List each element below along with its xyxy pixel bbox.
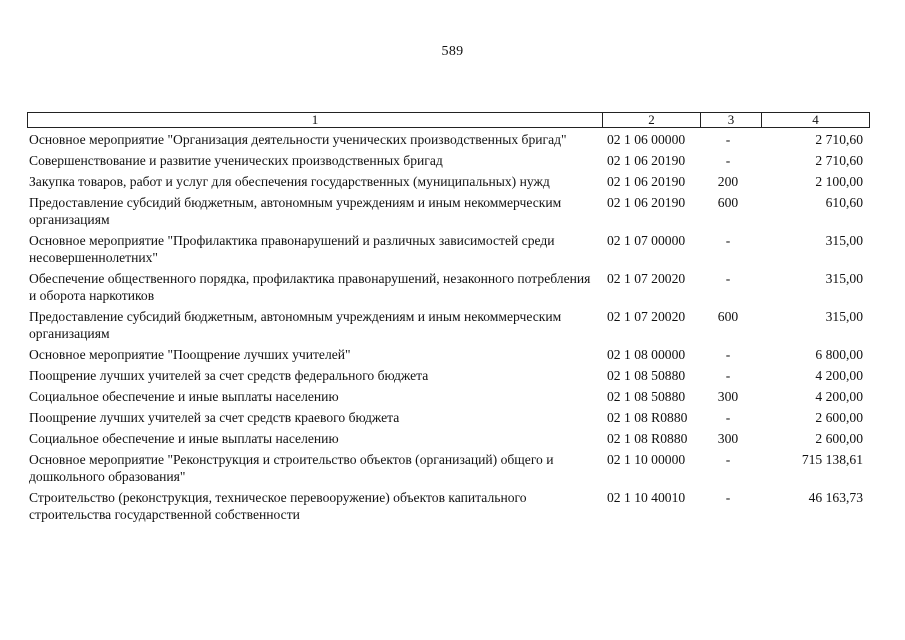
row-code: 02 1 08 50880 — [607, 368, 686, 383]
table-row — [27, 152, 865, 173]
row-code: 02 1 08 50880 — [607, 389, 686, 404]
row-name: Обеспечение общественного порядка, профилактика правонарушений, незаконного потребления и оборота наркотиков — [29, 271, 591, 303]
table-row — [27, 346, 865, 367]
row-name: Поощрение лучших учителей за счет средств федерального бюджета — [29, 368, 429, 383]
row-name: Поощрение лучших учителей за счет средств краевого бюджета — [29, 410, 400, 425]
table-row — [27, 194, 865, 232]
row-expense-type: 300 — [717, 389, 739, 404]
column-header-2: 2 — [603, 113, 701, 128]
row-expense-type: 600 — [717, 309, 739, 324]
row-amount: 4 200,00 — [815, 389, 863, 404]
table-row — [27, 430, 865, 451]
row-name: Основное мероприятие "Реконструкция и строительство объектов (организаций) общего и дошкольного образования" — [29, 452, 554, 484]
row-amount: 315,00 — [825, 309, 863, 324]
page-number: 589 — [441, 44, 464, 59]
row-code: 02 1 08 R0880 — [607, 431, 688, 446]
table-row — [27, 409, 865, 430]
row-amount: 610,60 — [825, 195, 863, 210]
row-expense-type: - — [725, 153, 731, 168]
row-expense-type: - — [725, 368, 731, 383]
row-code: 02 1 07 20020 — [607, 309, 686, 324]
row-name: Предоставление субсидий бюджетным, автономным учреждениям и иным некоммерческим организациям — [29, 309, 562, 341]
row-code: 02 1 06 20190 — [607, 174, 686, 189]
budget-table — [27, 131, 865, 527]
table-row — [27, 308, 865, 346]
row-expense-type: - — [725, 410, 731, 425]
row-name: Совершенствование и развитие ученических производственных бригад — [29, 153, 443, 168]
row-amount: 4 200,00 — [815, 368, 863, 383]
row-expense-type: - — [725, 132, 731, 147]
row-code: 02 1 07 00000 — [607, 233, 686, 248]
row-amount: 715 138,61 — [801, 452, 863, 467]
row-code: 02 1 10 00000 — [607, 452, 686, 467]
row-name: Социальное обеспечение и иные выплаты населению — [29, 431, 339, 446]
row-code: 02 1 08 R0880 — [607, 410, 688, 425]
table-row — [27, 489, 865, 527]
column-header-4: 4 — [762, 113, 870, 128]
table-row — [27, 388, 865, 409]
row-amount: 315,00 — [825, 233, 863, 248]
row-code: 02 1 10 40010 — [607, 490, 686, 505]
row-amount: 2 600,00 — [815, 410, 863, 425]
row-expense-type: 200 — [717, 174, 739, 189]
row-amount: 2 100,00 — [815, 174, 863, 189]
column-header-table — [27, 112, 870, 128]
table-row — [27, 173, 865, 194]
row-expense-type: - — [725, 271, 731, 286]
row-expense-type: - — [725, 233, 731, 248]
row-expense-type: - — [725, 347, 731, 362]
table-row — [27, 451, 865, 489]
column-header-1: 1 — [28, 113, 603, 128]
row-code: 02 1 06 20190 — [607, 195, 686, 210]
row-amount: 2 600,00 — [815, 431, 863, 446]
column-header-3: 3 — [701, 113, 762, 128]
row-code: 02 1 06 20190 — [607, 153, 686, 168]
row-code: 02 1 08 00000 — [607, 347, 686, 362]
row-name: Основное мероприятие "Организация деятельности ученических производственных бригад" — [29, 132, 567, 147]
row-code: 02 1 07 20020 — [607, 271, 686, 286]
row-expense-type: 600 — [717, 195, 739, 210]
row-expense-type: - — [725, 452, 731, 467]
row-amount: 315,00 — [825, 271, 863, 286]
row-amount: 2 710,60 — [815, 132, 863, 147]
row-name: Социальное обеспечение и иные выплаты населению — [29, 389, 339, 404]
row-expense-type: 300 — [717, 431, 739, 446]
table-row — [27, 232, 865, 270]
row-name: Закупка товаров, работ и услуг для обеспечения государственных (муниципальных) нужд — [29, 174, 550, 189]
row-code: 02 1 06 00000 — [607, 132, 686, 147]
row-name: Основное мероприятие "Профилактика правонарушений и различных зависимостей среди несовершеннолетних" — [29, 233, 555, 265]
row-name: Основное мероприятие "Поощрение лучших учителей" — [29, 347, 351, 362]
row-amount: 46 163,73 — [808, 490, 863, 505]
table-row — [27, 131, 865, 152]
column-header-row — [28, 113, 870, 128]
table-row — [27, 270, 865, 308]
row-name: Предоставление субсидий бюджетным, автономным учреждениям и иным некоммерческим организациям — [29, 195, 562, 227]
row-amount: 2 710,60 — [815, 153, 863, 168]
row-expense-type: - — [725, 490, 731, 505]
table-row — [27, 367, 865, 388]
row-name: Строительство (реконструкция, техническое перевооружение) объектов капитального строительства государственной собственности — [29, 490, 527, 522]
row-amount: 6 800,00 — [815, 347, 863, 362]
